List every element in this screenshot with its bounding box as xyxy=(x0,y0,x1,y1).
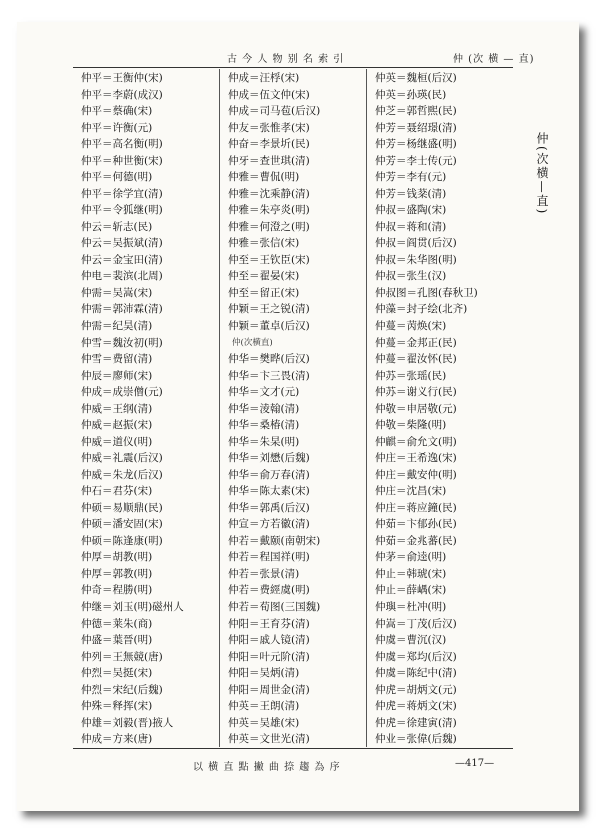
index-entry: 仲厚＝胡教(明) xyxy=(81,551,153,564)
index-entry: 仲至＝留正(宋) xyxy=(228,286,300,299)
index-entry: 仲威＝赵振(宋) xyxy=(81,419,153,432)
index-entry: 仲德＝莱朱(商) xyxy=(81,617,153,630)
index-entry: 仲庄＝戴安仲(明) xyxy=(375,468,457,481)
page-header xyxy=(17,48,579,68)
footer-ordering-note: 以 横 直 點 撇 曲 捺 趨 為 序 xyxy=(193,762,341,773)
index-entry: 仲芳＝李士传(元) xyxy=(375,154,457,167)
index-entry: 仲麒＝俞允文(明) xyxy=(375,435,457,448)
side-section-tab: 仲(次横—直) xyxy=(535,132,549,216)
index-entry: 仲庄＝沈昌(宋) xyxy=(375,485,447,498)
index-entry: 仲华＝桑椿(清) xyxy=(228,419,300,432)
index-entry: 仲华＝俞万春(清) xyxy=(228,468,310,481)
index-entry: 仲若＝费經虞(明) xyxy=(228,584,310,597)
index-entry: 仲华＝刘懋(后魏) xyxy=(228,452,310,465)
index-entry: 仲平＝蔡确(宋) xyxy=(81,105,153,118)
subsection-heading: 仲(次横直) xyxy=(232,337,273,348)
index-entry: 仲平＝何德(明) xyxy=(81,171,153,184)
index-columns xyxy=(73,69,513,747)
index-entry: 仲叔图＝孔图(春秋卫) xyxy=(375,286,478,299)
index-entry: 仲茹＝卞郁孙(民) xyxy=(375,518,457,531)
index-entry: 仲虞＝陈纪中(清) xyxy=(375,667,457,680)
footer-rule xyxy=(73,748,513,749)
index-entry: 仲若＝戴颐(南朝宋) xyxy=(228,534,321,547)
index-entry: 仲硕＝易顺鼎(民) xyxy=(81,501,163,514)
index-entry: 仲需＝纪昊(清) xyxy=(81,319,153,332)
header-title: 古 今 人 物 别 名 索 引 xyxy=(227,54,345,65)
index-entry: 仲石＝君芬(宋) xyxy=(81,485,153,498)
index-entry: 仲苏＝谢义行(民) xyxy=(375,386,457,399)
index-entry: 仲需＝郭沛霖(清) xyxy=(81,303,163,316)
index-entry: 仲英＝吴雄(宋) xyxy=(228,716,300,729)
index-entry: 仲需＝吴嵩(宋) xyxy=(81,286,153,299)
index-entry: 仲蔓＝翟汝怀(民) xyxy=(375,353,457,366)
index-entry: 仲平＝徐学宜(清) xyxy=(81,187,163,200)
index-column-1 xyxy=(73,69,219,747)
index-entry: 仲若＝张景(清) xyxy=(228,567,300,580)
index-entry: 仲芝＝郭哲熙(民) xyxy=(375,105,457,118)
index-entry: 仲若＝荀图(三国魏) xyxy=(228,601,321,613)
index-entry: 仲云＝斩志(民) xyxy=(81,220,153,233)
index-entry: 仲颖＝董卓(后汉) xyxy=(228,319,310,332)
index-entry: 仲平＝令狐继(明) xyxy=(81,204,163,217)
index-entry: 仲虎＝徐建寅(清) xyxy=(375,716,457,729)
index-entry: 仲成＝方来(唐) xyxy=(81,733,153,746)
index-entry: 仲英＝孙瑛(民) xyxy=(375,88,447,101)
index-entry: 仲平＝王衡仲(宋) xyxy=(81,72,163,84)
index-entry: 仲华＝朱杲(明) xyxy=(228,435,300,448)
index-entry: 仲叔＝蒋和(清) xyxy=(375,220,447,233)
index-entry: 仲雅＝沈乘静(清) xyxy=(228,187,310,200)
index-entry: 仲平＝种世衡(宋) xyxy=(81,154,163,167)
index-entry: 仲嵩＝丁茂(后汉) xyxy=(375,617,457,630)
index-entry: 仲茹＝金兆蕃(民) xyxy=(375,534,457,547)
index-entry: 仲蔓＝金邦正(民) xyxy=(375,336,457,349)
index-entry: 仲硕＝潘安固(宋) xyxy=(81,518,163,531)
index-entry: 仲殊＝释挥(宋) xyxy=(81,700,153,713)
index-entry: 仲华＝淩翰(清) xyxy=(228,402,300,415)
index-entry: 仲雪＝费留(清) xyxy=(81,353,153,366)
index-entry: 仲英＝文世光(清) xyxy=(228,733,310,746)
index-entry: 仲平＝高名衡(明) xyxy=(81,138,163,151)
index-entry: 仲华＝樊晔(后汉) xyxy=(228,353,310,366)
page-footer xyxy=(17,758,579,778)
index-entry: 仲藻＝封子绘(北齐) xyxy=(375,303,468,316)
header-rule xyxy=(73,67,513,68)
index-column-3 xyxy=(366,69,513,747)
index-entry: 仲英＝魏桓(后汉) xyxy=(375,72,457,84)
index-entry: 仲芳＝聂绍璟(清) xyxy=(375,121,457,134)
index-entry: 仲宣＝方若徽(清) xyxy=(228,518,310,531)
index-entry: 仲华＝郭禹(后汉) xyxy=(228,501,310,514)
index-entry: 仲止＝韩琥(宋) xyxy=(375,567,447,580)
index-entry: 仲阳＝戚人镜(清) xyxy=(228,634,310,647)
index-entry: 仲至＝翟晏(宋) xyxy=(228,270,300,283)
index-entry: 仲奇＝程勝(明) xyxy=(81,584,153,597)
index-entry: 仲成＝汪桴(宋) xyxy=(228,72,300,84)
index-entry: 仲威＝朱龙(后汉) xyxy=(81,468,163,481)
index-entry: 仲雅＝曹侃(明) xyxy=(228,171,300,184)
index-entry: 仲至＝王钦臣(宋) xyxy=(228,253,310,266)
index-entry: 仲威＝王纲(清) xyxy=(81,402,153,415)
index-entry: 仲平＝李蔚(成汉) xyxy=(81,88,163,101)
index-entry: 仲虞＝郑均(后汉) xyxy=(375,650,457,663)
index-entry: 仲牙＝查世琪(清) xyxy=(228,154,310,167)
index-entry: 仲烈＝吴挺(宋) xyxy=(81,667,153,680)
index-entry: 仲友＝张惟孝(宋) xyxy=(228,121,310,134)
index-entry: 仲庄＝蒋应鐘(民) xyxy=(375,501,457,514)
index-entry: 仲茅＝俞逵(明) xyxy=(375,551,447,564)
index-entry: 仲虎＝胡炳文(元) xyxy=(375,683,457,696)
index-entry: 仲华＝文才(元) xyxy=(228,386,300,399)
index-entry: 仲盛＝葉晉(明) xyxy=(81,634,153,647)
index-entry: 仲虞＝曹沉(汉) xyxy=(375,634,447,647)
index-entry: 仲蔓＝苪焕(宋) xyxy=(375,319,447,332)
header-section-label: 仲 (次 横 — 直) xyxy=(453,54,535,65)
index-entry: 仲华＝卞三畏(清) xyxy=(228,369,310,382)
index-entry: 仲阳＝吴炳(清) xyxy=(228,667,300,680)
index-entry: 仲阳＝周世金(清) xyxy=(228,683,310,696)
index-entry: 仲硕＝陈逢康(明) xyxy=(81,534,163,547)
page-sheet xyxy=(17,22,579,811)
index-entry: 仲雅＝张信(宋) xyxy=(228,237,300,250)
index-entry: 仲止＝薛嵎(宋) xyxy=(375,584,447,597)
index-entry: 仲敬＝申居敬(元) xyxy=(375,402,457,415)
page-number: —417— xyxy=(455,758,495,769)
index-column-2 xyxy=(219,69,366,747)
index-entry: 仲雪＝魏汝初(明) xyxy=(81,336,163,349)
index-entry: 仲璵＝杜冲(明) xyxy=(375,601,447,613)
index-entry: 仲苏＝张瑶(民) xyxy=(375,369,447,382)
index-entry: 仲平＝许衡(元) xyxy=(81,121,153,134)
index-entry: 仲若＝程国祥(明) xyxy=(228,551,310,564)
index-entry: 仲芳＝李有(元) xyxy=(375,171,447,184)
index-entry: 仲烈＝宋纪(后魏) xyxy=(81,683,163,696)
index-entry: 仲雅＝朱亭炎(明) xyxy=(228,204,310,217)
index-entry: 仲叔＝张生(汉) xyxy=(375,270,447,283)
index-entry: 仲辰＝廖师(宋) xyxy=(81,369,153,382)
index-entry: 仲华＝陈太素(宋) xyxy=(228,485,310,498)
index-entry: 仲雄＝刘毅(晋)掖人 xyxy=(81,716,174,729)
index-entry: 仲英＝王朗(清) xyxy=(228,700,300,713)
index-entry: 仲阳＝叶元阶(清) xyxy=(228,650,310,663)
index-entry: 仲威＝道仪(明) xyxy=(81,435,153,448)
index-entry: 仲芳＝钱棻(清) xyxy=(375,187,447,200)
index-entry: 仲庄＝王希逸(宋) xyxy=(375,452,457,465)
index-entry: 仲雅＝何澄之(明) xyxy=(228,220,310,233)
index-entry: 仲敬＝柴隆(明) xyxy=(375,419,447,432)
index-entry: 仲阳＝王育芬(清) xyxy=(228,617,310,630)
index-entry: 仲芳＝杨继盛(明) xyxy=(375,138,457,151)
index-entry: 仲成＝伍文仲(宋) xyxy=(228,88,310,101)
index-entry: 仲颖＝王之锐(清) xyxy=(228,303,310,316)
index-entry: 仲继＝刘玉(明)磁州人 xyxy=(81,601,184,613)
index-entry: 仲成＝成崇僧(元) xyxy=(81,386,163,399)
index-entry: 仲叔＝朱华图(明) xyxy=(375,253,457,266)
index-entry: 仲云＝金宝田(清) xyxy=(81,253,163,266)
index-entry: 仲奋＝李景圻(民) xyxy=(228,138,310,151)
index-entry: 仲列＝王無競(唐) xyxy=(81,650,163,663)
index-entry: 仲叔＝阎贯(后汉) xyxy=(375,237,457,250)
index-entry: 仲叔＝盛陶(宋) xyxy=(375,204,447,217)
index-entry: 仲业＝张偉(后魏) xyxy=(375,733,457,746)
index-entry: 仲电＝裴滨(北周) xyxy=(81,270,163,283)
index-entry: 仲厚＝郭教(明) xyxy=(81,567,153,580)
index-entry: 仲云＝吴振斌(清) xyxy=(81,237,163,250)
index-entry: 仲成＝司马苞(后汉) xyxy=(228,105,321,118)
index-entry: 仲威＝礼震(后汉) xyxy=(81,452,163,465)
index-entry: 仲虎＝蒋炳文(宋) xyxy=(375,700,457,713)
